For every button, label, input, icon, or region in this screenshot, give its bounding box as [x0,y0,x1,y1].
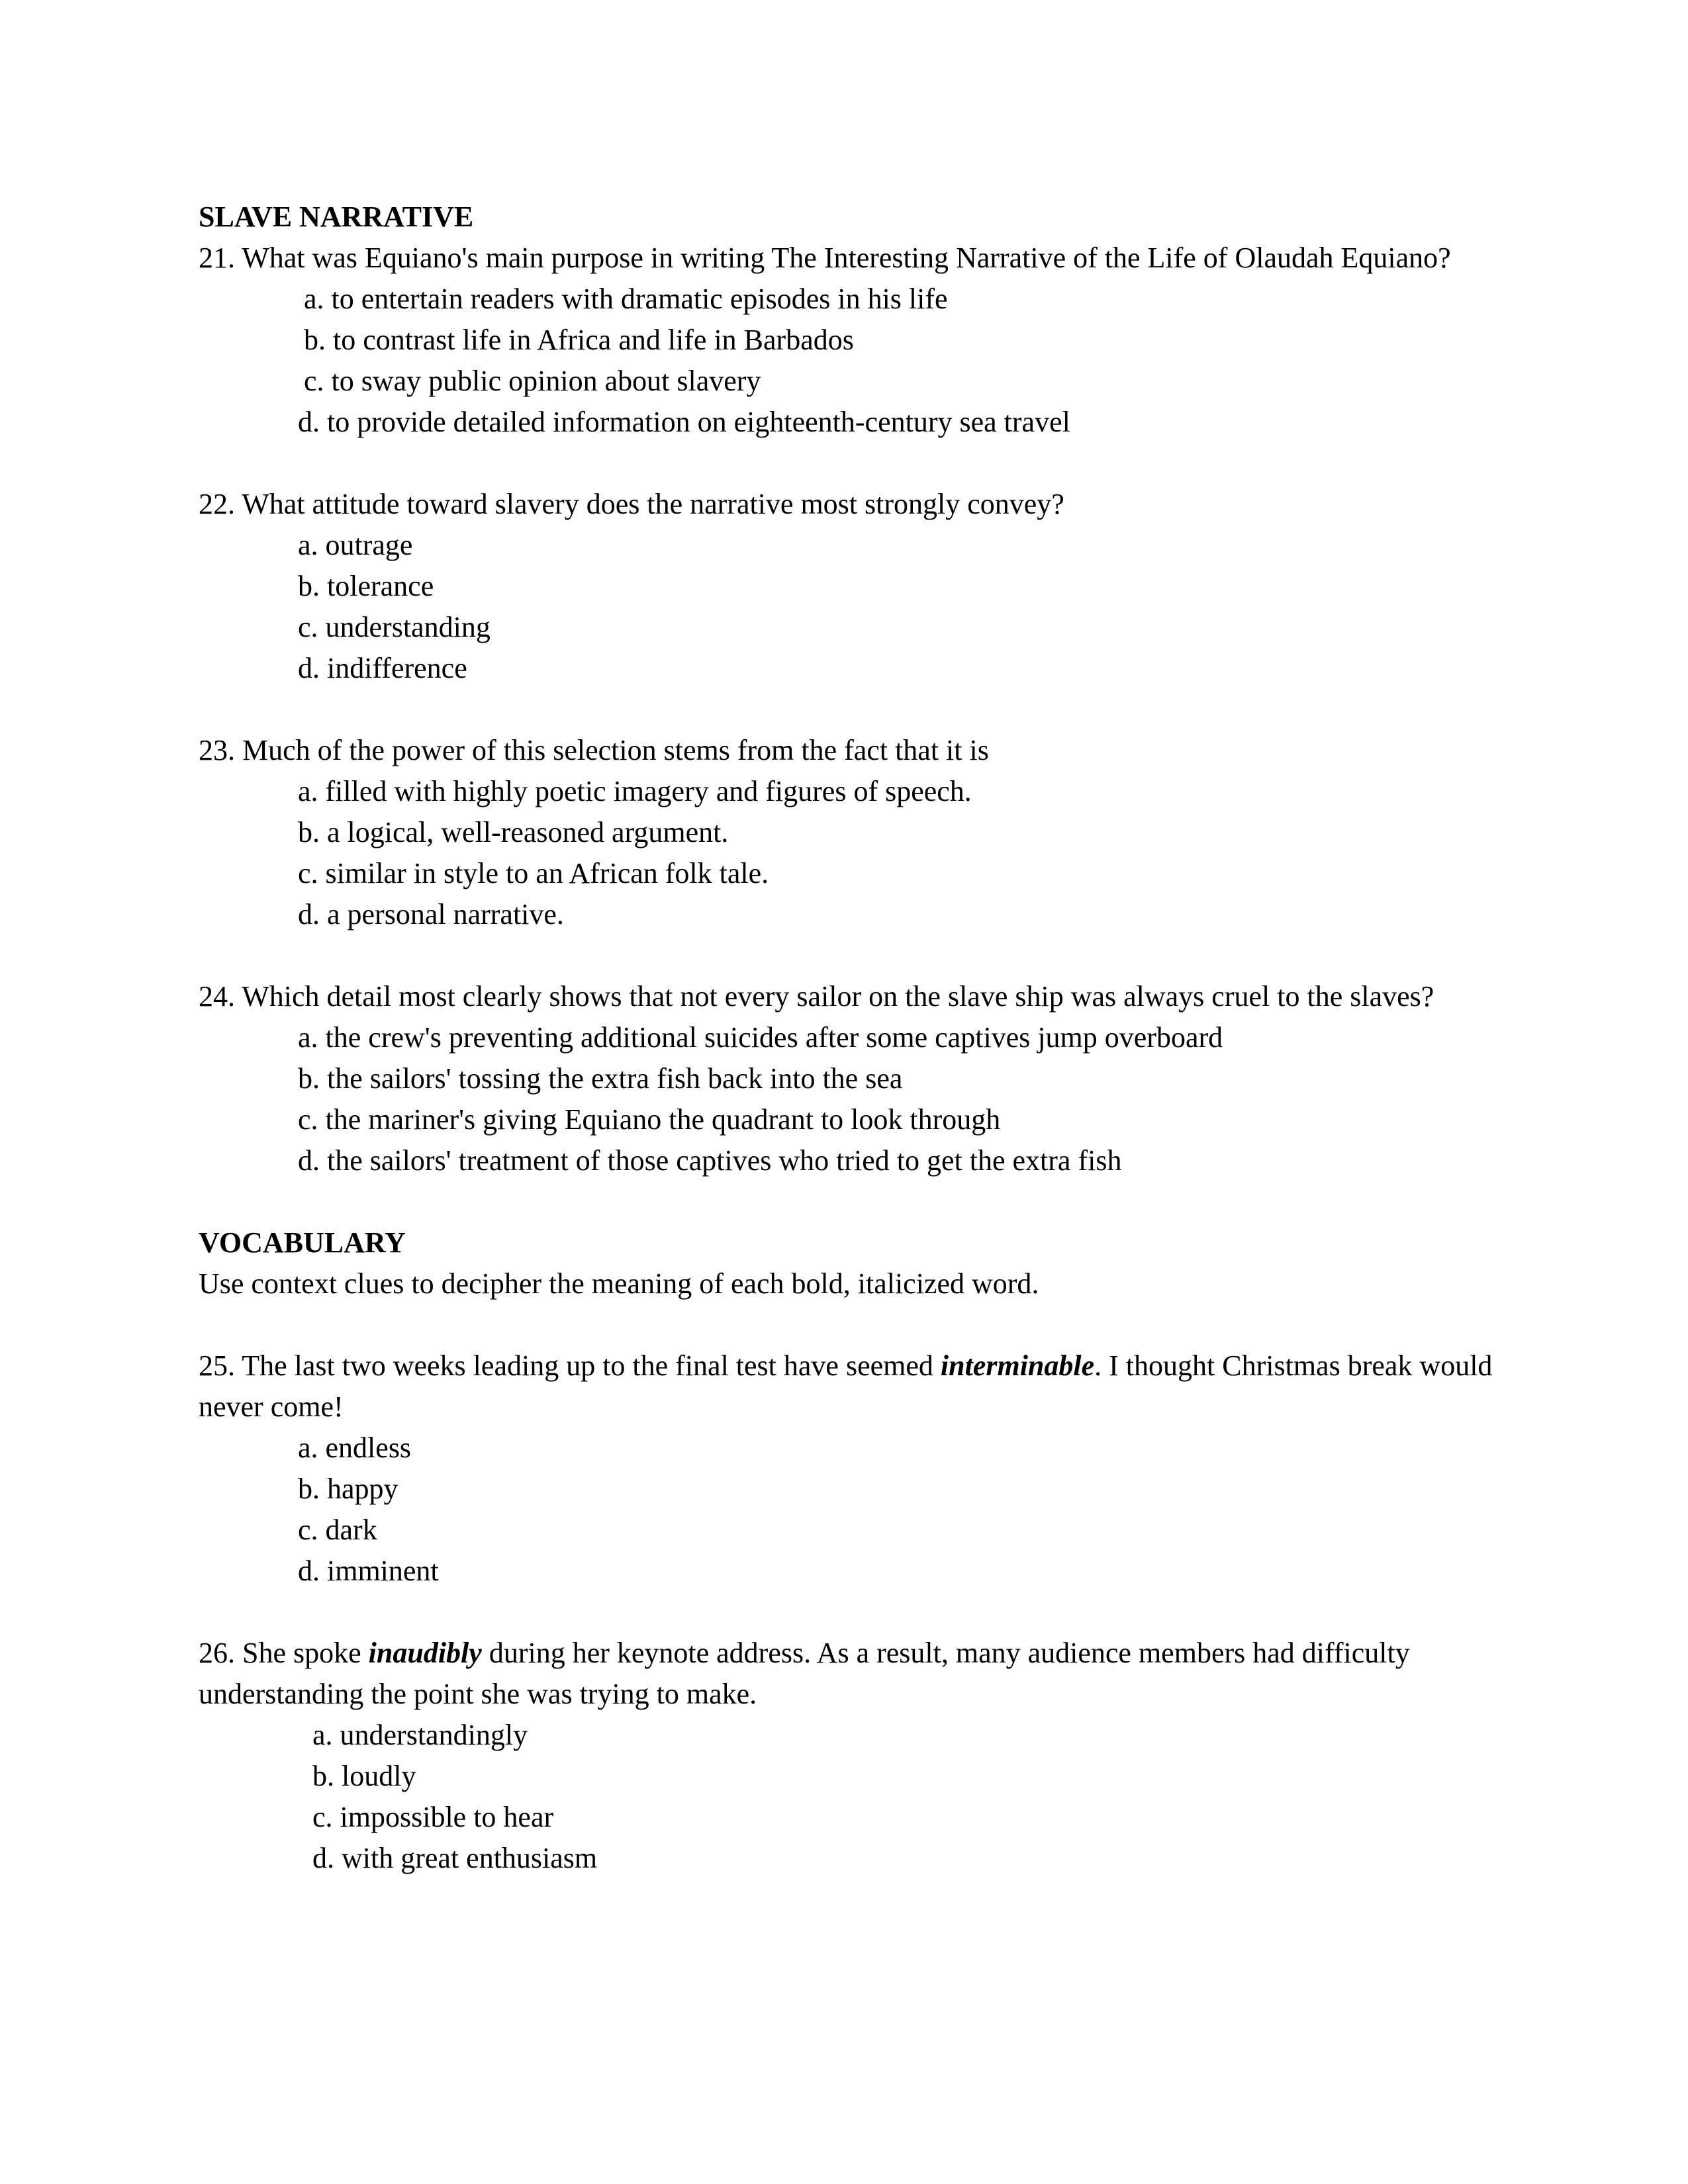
question-number: 21. [199,242,235,274]
question-stem: Much of the power of this selection stems from the fact that it is [242,734,989,766]
vocabulary-instructions: Use context clues to decipher the meaning of each bold, italicized word. [199,1267,1039,1300]
question-stem: What attitude toward slavery does the narrative most strongly convey? [242,488,1064,520]
answer-option-c: c. to sway public opinion about slavery [304,365,761,397]
question-stem-start: The last two weeks leading up to the final test have seemed [242,1349,941,1382]
question-23 [199,730,1496,935]
answer-option-b: b. tolerance [298,570,434,602]
answer-option-c: c. dark [298,1514,377,1546]
answer-options [199,1428,1496,1592]
vocabulary-instructions-block [199,1263,1496,1304]
question-25 [199,1345,1496,1592]
answer-option-c: c. understanding [298,611,491,643]
answer-options [199,279,1496,443]
answer-option-a: a. endless [298,1432,412,1464]
answer-option-c: c. the mariner's giving Equiano the quadrant to look through [298,1103,1001,1136]
vocabulary-keyword: interminable [940,1349,1095,1382]
question-23-text [199,730,1496,771]
question-22-text [199,484,1496,525]
answer-options [199,771,1496,935]
answer-option-c: c. similar in style to an African folk tale. [298,857,769,889]
answer-option-b: b. a logical, well-reasoned argument. [298,816,729,848]
answer-option-b: b. to contrast life in Africa and life in Barbados [304,324,854,356]
question-number: 25. [199,1349,235,1382]
section-heading-vocabulary: VOCABULARY [199,1226,406,1259]
question-24 [199,976,1496,1181]
answer-option-a: a. outrage [298,529,413,561]
question-stem-end: . I thought Christmas break would never come! [199,1349,1493,1423]
question-number: 22. [199,488,235,520]
answer-option-a: a. filled with highly poetic imagery and figures of speech. [298,775,972,807]
answer-option-d: d. to provide detailed information on eighteenth-century sea travel [298,406,1070,438]
question-number: 26. [199,1637,235,1669]
answer-option-b: b. loudly [312,1760,416,1792]
question-stem-start: She spoke [242,1637,369,1669]
question-number: 24. [199,980,235,1013]
answer-option-d: d. the sailors' treatment of those captives who tried to get the extra fish [298,1144,1122,1177]
question-21-text [199,238,1496,279]
question-21 [199,238,1496,443]
answer-option-d: d. imminent [298,1555,439,1587]
answer-option-b: b. happy [298,1473,399,1505]
answer-option-d: d. with great enthusiasm [312,1842,598,1874]
vocabulary-keyword: inaudibly [368,1637,482,1669]
question-stem: What was Equiano's main purpose in writing The Interesting Narrative of the Life of Olaudah Equiano? [242,242,1451,274]
answer-options [199,1715,1496,1879]
question-stem: Which detail most clearly shows that not every sailor on the slave ship was always cruel to the slaves? [242,980,1434,1013]
answer-option-a: a. the crew's preventing additional suicides after some captives jump overboard [298,1021,1223,1054]
answer-option-c: c. impossible to hear [312,1801,554,1833]
worksheet-page [199,197,1496,1879]
answer-option-a: a. to entertain readers with dramatic episodes in his life [304,283,948,315]
question-22 [199,484,1496,689]
question-25-text [199,1345,1496,1428]
answer-option-b: b. the sailors' tossing the extra fish back into the sea [298,1062,903,1095]
question-24-text [199,976,1496,1017]
question-stem-end: during her keynote address. As a result, many audience members had difficulty understanding the point she was trying to make. [199,1637,1410,1710]
answer-option-d: d. a personal narrative. [298,898,564,931]
question-26-text [199,1633,1496,1715]
answer-option-a: a. understandingly [312,1719,528,1751]
question-number: 23. [199,734,235,766]
answer-options [199,525,1496,689]
answer-option-d: d. indifference [298,652,467,684]
question-26 [199,1633,1496,1879]
section-heading-slave-narrative: SLAVE NARRATIVE [199,201,474,233]
answer-options [199,1017,1496,1181]
